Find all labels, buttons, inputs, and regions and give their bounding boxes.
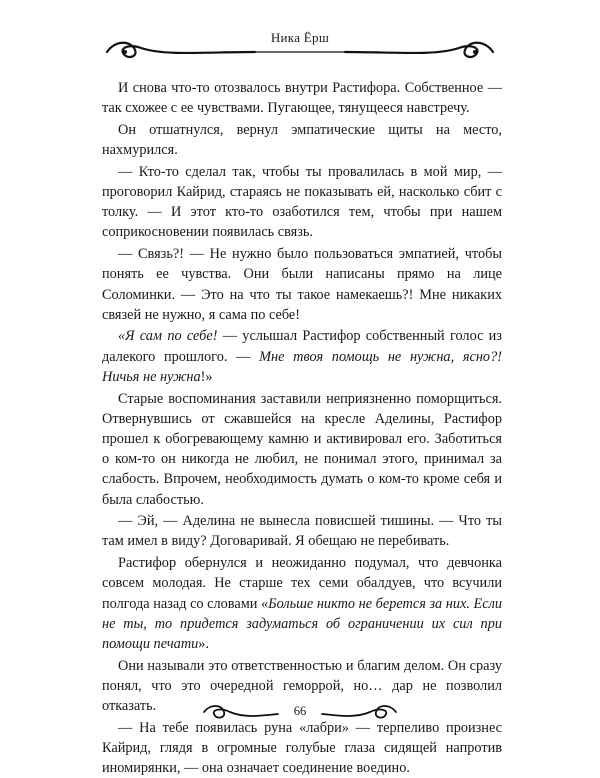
text-run: — На тебе появилась руна «лабри» — терпеливо произнес Кайрид, глядя в огромные голубые глаза сидящей напротив иномирянки, — она означает соединение воедино. <box>102 719 502 777</box>
text-run: !» <box>200 368 213 385</box>
paragraph <box>102 78 502 118</box>
text-run: ». <box>198 635 210 652</box>
italic-text: «Я сам по себе! <box>118 328 218 345</box>
italic-text: Мне твоя помощь не нужна, ясно?! Ничья не нужна <box>102 348 502 385</box>
paragraph <box>102 553 502 654</box>
text-run: — Связь?! — Не нужно было пользоваться эмпатией, чтобы понять ее чувства. Они были написаны прямо на лице Соломинки. — Это на что ты такое намекаешь?! Мне никаких связей не нужно, я сама по себе! <box>102 246 502 323</box>
running-header <box>105 22 495 62</box>
book-author: Ника Ёрш <box>270 30 330 45</box>
italic-text: Больше никто не берется за них. Если не ты, то придется задуматься об ограничении их сил при помощи печати <box>102 595 502 652</box>
paragraph <box>102 244 502 325</box>
text-run: И снова что-то отозвалось внутри Растифора. Собственное — так схожее с ее чувствами. Пугающее, тянущееся навстречу. <box>102 80 502 117</box>
page-footer <box>200 700 400 728</box>
paragraph <box>102 326 502 387</box>
text-run: — услышал Растифор собственный голос из далекого прошлого. — <box>102 328 502 365</box>
paragraph <box>102 511 502 551</box>
paragraph <box>102 120 502 160</box>
paragraph <box>102 162 502 243</box>
text-run: Он отшатнулся, вернул эмпатические щиты на место, нахмурился. <box>102 121 502 159</box>
body-text <box>102 78 502 778</box>
text-run: Они называли это ответственностью и благим делом. Он сразу понял, что это очередной геморрой, но… дар не позволил отказать. <box>102 657 502 715</box>
text-run: — Кто-то сделал так, чтобы ты провалилась в мой мир, — проговорил Кайрид, стараясь не показывать ей, насколько сбит с толку. — И этот кто-то озаботился тем, чтобы при нашем соприкосновении появилась связь. <box>102 163 502 241</box>
page-number: 66 <box>293 704 307 718</box>
text-run: Старые воспоминания заставили неприязненно поморщиться. Отвернувшись от сжавшейся на кресле Аделины, Растифор прошел к обогревающему камню и активировал его. Заботиться о ком-то он никогда не любил, не понимал этого, принимал за слабость. Впрочем, необходимость думать о ком-то кроме себя и была слабостью. <box>102 390 502 508</box>
text-run: Растифор обернулся и неожиданно подумал, что девчонка совсем молодая. Не старше тех семи обалдуев, что всучили полгода назад со словами « <box>102 555 502 612</box>
text-run: — Эй, — Аделина не вынесла повисшей тишины. — Что ты там имел в виду? Договаривай. Я обещаю не перебивать. <box>102 513 502 550</box>
paragraph <box>102 389 502 510</box>
